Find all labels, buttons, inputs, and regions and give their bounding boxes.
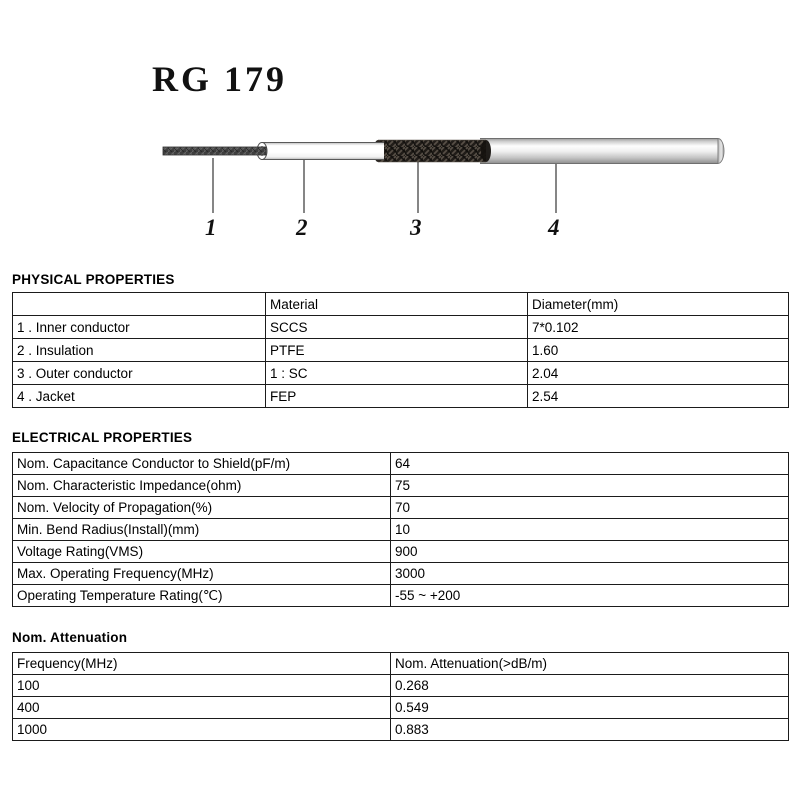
cable-layer-inner-conductor bbox=[163, 147, 266, 155]
cell-attenuation: 0.268 bbox=[391, 675, 789, 697]
table-row bbox=[13, 697, 789, 719]
cell-value: 75 bbox=[391, 475, 789, 497]
cell-material: SCCS bbox=[266, 316, 528, 339]
table-row bbox=[13, 362, 789, 385]
table-row bbox=[13, 719, 789, 741]
column-header-diameter: Diameter(mm) bbox=[528, 293, 789, 316]
cable-layer-insulation bbox=[257, 143, 384, 160]
table-row bbox=[13, 675, 789, 697]
cell-value: 900 bbox=[391, 541, 789, 563]
cell-property: Operating Temperature Rating(℃) bbox=[13, 585, 391, 607]
cell-item: 2 . Insulation bbox=[13, 339, 266, 362]
cell-value: 70 bbox=[391, 497, 789, 519]
cell-property: Min. Bend Radius(Install)(mm) bbox=[13, 519, 391, 541]
cable-diagram bbox=[0, 120, 800, 260]
table-header-row bbox=[13, 293, 789, 316]
cable-layer-jacket bbox=[480, 139, 724, 164]
cable-layer-outer-conductor bbox=[374, 140, 492, 162]
table-row bbox=[13, 316, 789, 339]
cell-attenuation: 0.883 bbox=[391, 719, 789, 741]
cell-item: 3 . Outer conductor bbox=[13, 362, 266, 385]
cell-value: 64 bbox=[391, 453, 789, 475]
callout-number-3: 3 bbox=[410, 215, 422, 240]
cell-value: -55 ~ +200 bbox=[391, 585, 789, 607]
physical-properties-table bbox=[12, 292, 789, 408]
table-row bbox=[13, 453, 789, 475]
attenuation-heading: Nom. Attenuation bbox=[12, 630, 128, 645]
callout-number-2: 2 bbox=[296, 215, 308, 240]
cell-frequency: 400 bbox=[13, 697, 391, 719]
attenuation-table bbox=[12, 652, 789, 741]
page-title: RG 179 bbox=[152, 59, 287, 99]
callout-leader-lines bbox=[213, 158, 556, 213]
electrical-properties-table bbox=[12, 452, 789, 607]
table-row bbox=[13, 497, 789, 519]
cell-diameter: 7*0.102 bbox=[528, 316, 789, 339]
table-row bbox=[13, 585, 789, 607]
cell-diameter: 2.04 bbox=[528, 362, 789, 385]
column-header-item bbox=[13, 293, 266, 316]
column-header-material: Material bbox=[266, 293, 528, 316]
table-row bbox=[13, 519, 789, 541]
column-header-frequency: Frequency(MHz) bbox=[13, 653, 391, 675]
cell-diameter: 2.54 bbox=[528, 385, 789, 408]
cell-material: FEP bbox=[266, 385, 528, 408]
cell-item: 4 . Jacket bbox=[13, 385, 266, 408]
table-row bbox=[13, 475, 789, 497]
physical-properties-heading: PHYSICAL PROPERTIES bbox=[12, 272, 175, 287]
cell-property: Nom. Capacitance Conductor to Shield(pF/m) bbox=[13, 453, 391, 475]
table-row bbox=[13, 563, 789, 585]
cell-property: Nom. Characteristic Impedance(ohm) bbox=[13, 475, 391, 497]
cell-item: 1 . Inner conductor bbox=[13, 316, 266, 339]
table-header-row bbox=[13, 653, 789, 675]
callout-number-1: 1 bbox=[205, 215, 217, 240]
cell-frequency: 100 bbox=[13, 675, 391, 697]
cell-property: Nom. Velocity of Propagation(%) bbox=[13, 497, 391, 519]
cell-value: 10 bbox=[391, 519, 789, 541]
cell-frequency: 1000 bbox=[13, 719, 391, 741]
cell-diameter: 1.60 bbox=[528, 339, 789, 362]
cell-material: 1 : SC bbox=[266, 362, 528, 385]
callout-number-4: 4 bbox=[548, 215, 560, 240]
electrical-properties-heading: ELECTRICAL PROPERTIES bbox=[12, 430, 193, 445]
table-row bbox=[13, 541, 789, 563]
cell-property: Voltage Rating(VMS) bbox=[13, 541, 391, 563]
cell-material: PTFE bbox=[266, 339, 528, 362]
cell-value: 3000 bbox=[391, 563, 789, 585]
cell-attenuation: 0.549 bbox=[391, 697, 789, 719]
column-header-attenuation: Nom. Attenuation(>dB/m) bbox=[391, 653, 789, 675]
cell-property: Max. Operating Frequency(MHz) bbox=[13, 563, 391, 585]
table-row bbox=[13, 385, 789, 408]
table-row bbox=[13, 339, 789, 362]
